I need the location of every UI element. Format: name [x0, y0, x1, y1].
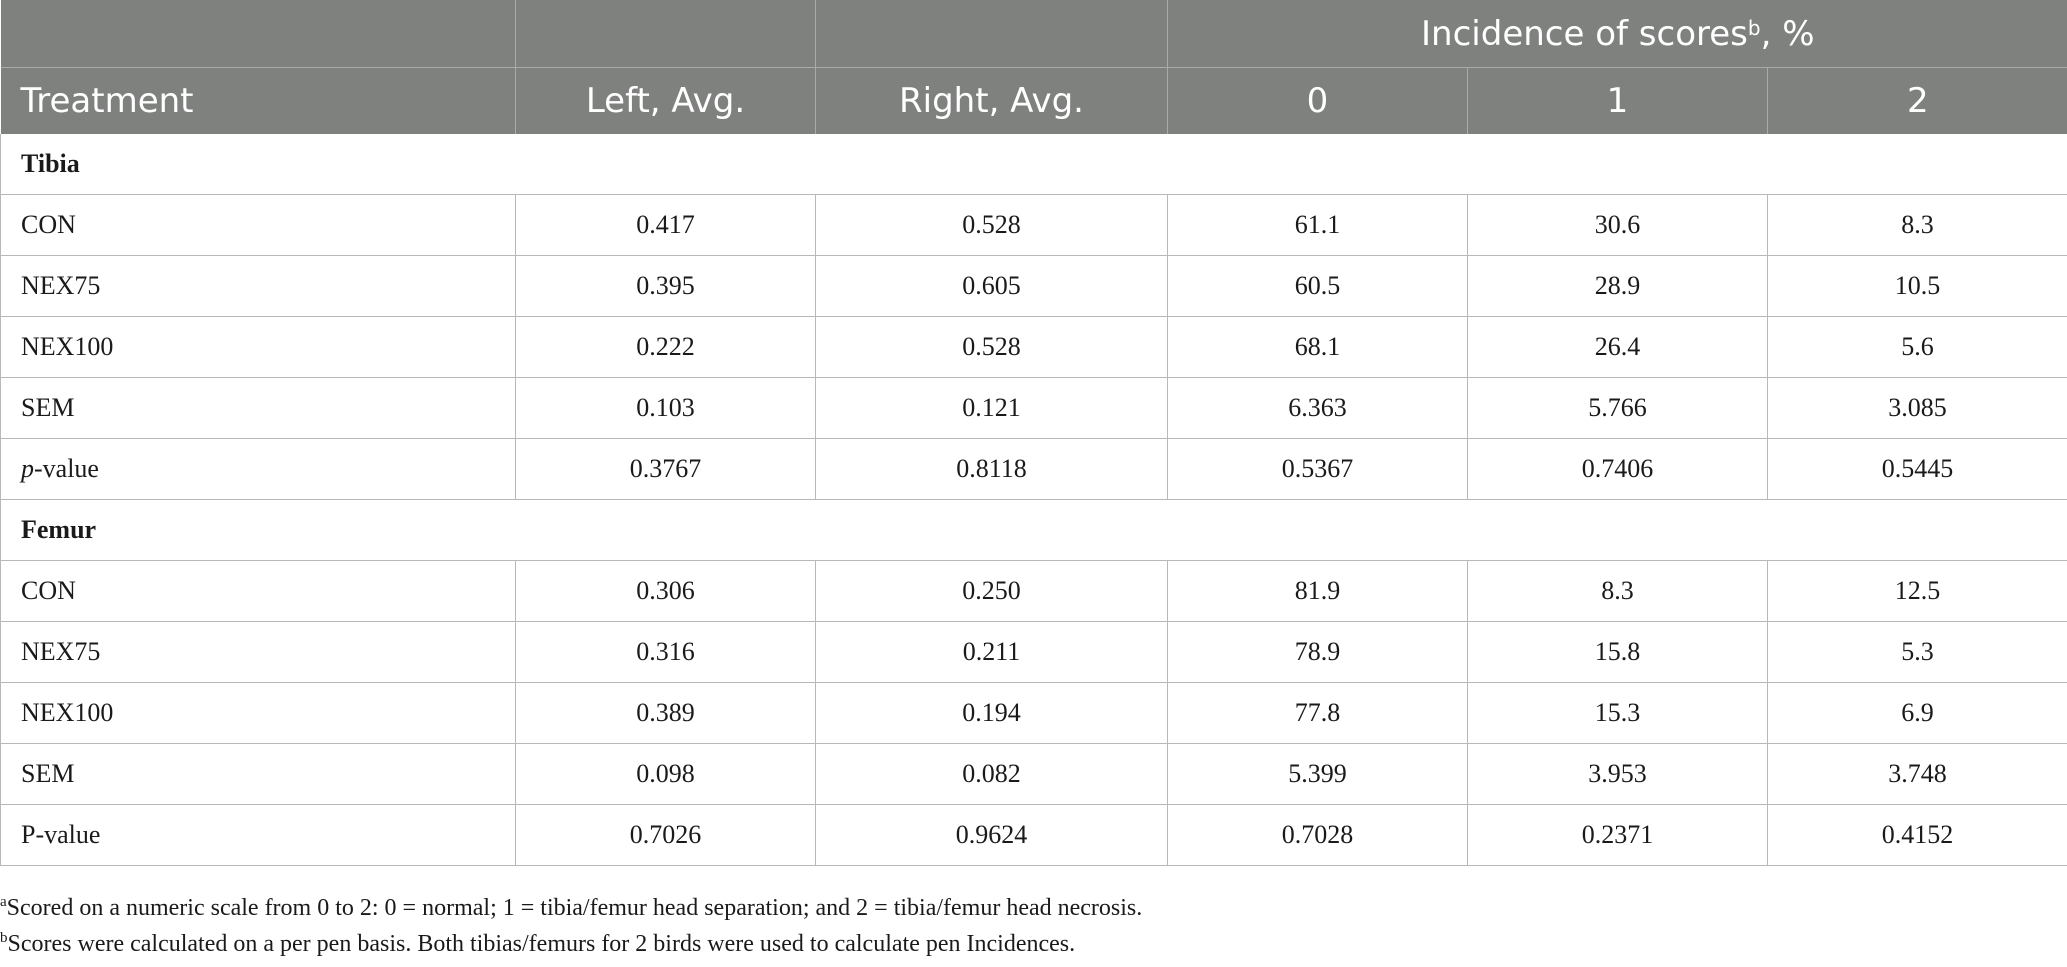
- cell-left-avg: 0.306: [516, 561, 816, 622]
- table-row: [1, 317, 2067, 378]
- cell-right-avg: 0.121: [816, 378, 1168, 439]
- cell-score-1: 5.766: [1468, 378, 1768, 439]
- table-row: [1, 561, 2067, 622]
- cell-score-0: 77.8: [1168, 683, 1468, 744]
- header-row-group: [1, 0, 2067, 68]
- column-header-treatment: Treatment: [1, 68, 516, 135]
- cell-score-2: 3.748: [1768, 744, 2067, 805]
- row-label: P-value: [1, 805, 516, 866]
- cell-right-avg: 0.8118: [816, 439, 1168, 500]
- column-header-score-2: 2: [1768, 68, 2067, 135]
- header-empty-cell: [1, 0, 516, 68]
- incidence-group-header: [1168, 0, 2067, 68]
- cell-score-0: 6.363: [1168, 378, 1468, 439]
- footnote-text: Scores were calculated on a per pen basis. Both tibias/femurs for 2 birds were used to calculate pen Incidences.: [7, 931, 1076, 957]
- row-label: NEX75: [1, 622, 516, 683]
- cell-right-avg: 0.250: [816, 561, 1168, 622]
- table-row: [1, 805, 2067, 866]
- table-row: [1, 256, 2067, 317]
- footnote-text: Scored on a numeric scale from 0 to 2: 0 = normal; 1 = tibia/femur head separation; and 2 = tibia/femur head necrosis.: [6, 895, 1143, 921]
- p-italic: p: [21, 454, 34, 483]
- cell-score-0: 0.7028: [1168, 805, 1468, 866]
- cell-left-avg: 0.098: [516, 744, 816, 805]
- cell-left-avg: 0.316: [516, 622, 816, 683]
- row-label: NEX100: [1, 317, 516, 378]
- cell-score-2: 0.5445: [1768, 439, 2067, 500]
- cell-score-1: 30.6: [1468, 195, 1768, 256]
- cell-score-2: 5.6: [1768, 317, 2067, 378]
- table-row: [1, 378, 2067, 439]
- column-header-right-avg: Right, Avg.: [816, 68, 1168, 135]
- cell-right-avg: 0.194: [816, 683, 1168, 744]
- cell-score-1: 8.3: [1468, 561, 1768, 622]
- cell-score-2: 5.3: [1768, 622, 2067, 683]
- cell-right-avg: 0.528: [816, 317, 1168, 378]
- footnote-mark: a: [0, 894, 7, 910]
- section-row: [1, 134, 2067, 195]
- cell-left-avg: 0.389: [516, 683, 816, 744]
- column-header-score-1: 1: [1468, 68, 1768, 135]
- cell-score-2: 10.5: [1768, 256, 2067, 317]
- table-row: [1, 622, 2067, 683]
- section-title-femur: Femur: [1, 500, 2067, 561]
- column-header-score-0: 0: [1168, 68, 1468, 135]
- footnotes: [0, 890, 1142, 962]
- cell-right-avg: 0.9624: [816, 805, 1168, 866]
- p-value-suffix: -value: [34, 454, 99, 483]
- cell-score-0: 60.5: [1168, 256, 1468, 317]
- cell-score-1: 28.9: [1468, 256, 1768, 317]
- section-title-tibia: Tibia: [1, 134, 2067, 195]
- cell-score-0: 61.1: [1168, 195, 1468, 256]
- cell-left-avg: 0.3767: [516, 439, 816, 500]
- cell-score-1: 0.2371: [1468, 805, 1768, 866]
- cell-score-1: 15.8: [1468, 622, 1768, 683]
- table-body: [1, 134, 2067, 866]
- footnote-a: [0, 890, 1142, 926]
- cell-right-avg: 0.211: [816, 622, 1168, 683]
- cell-left-avg: 0.7026: [516, 805, 816, 866]
- row-label-p-value: [1, 439, 516, 500]
- row-label: NEX75: [1, 256, 516, 317]
- cell-left-avg: 0.103: [516, 378, 816, 439]
- section-row: [1, 500, 2067, 561]
- cell-score-1: 3.953: [1468, 744, 1768, 805]
- cell-score-2: 8.3: [1768, 195, 2067, 256]
- row-label: SEM: [1, 744, 516, 805]
- cell-score-1: 26.4: [1468, 317, 1768, 378]
- row-label: CON: [1, 195, 516, 256]
- cell-score-2: 12.5: [1768, 561, 2067, 622]
- cell-left-avg: 0.222: [516, 317, 816, 378]
- cell-right-avg: 0.605: [816, 256, 1168, 317]
- cell-score-0: 68.1: [1168, 317, 1468, 378]
- row-label: CON: [1, 561, 516, 622]
- table-row: [1, 683, 2067, 744]
- footnote-mark: b: [0, 930, 8, 946]
- footnote-b: [0, 926, 1142, 962]
- cell-score-1: 0.7406: [1468, 439, 1768, 500]
- cell-score-0: 5.399: [1168, 744, 1468, 805]
- table-header: [1, 0, 2067, 134]
- cell-score-2: 3.085: [1768, 378, 2067, 439]
- column-header-left-avg: Left, Avg.: [516, 68, 816, 135]
- incidence-group-suffix: , %: [1760, 13, 1815, 54]
- cell-right-avg: 0.082: [816, 744, 1168, 805]
- cell-left-avg: 0.417: [516, 195, 816, 256]
- header-empty-cell: [516, 0, 816, 68]
- row-label: SEM: [1, 378, 516, 439]
- header-empty-cell: [816, 0, 1168, 68]
- cell-left-avg: 0.395: [516, 256, 816, 317]
- cell-score-1: 15.3: [1468, 683, 1768, 744]
- header-row-columns: [1, 68, 2067, 135]
- table-row: [1, 439, 2067, 500]
- cell-right-avg: 0.528: [816, 195, 1168, 256]
- row-label: NEX100: [1, 683, 516, 744]
- cell-score-0: 78.9: [1168, 622, 1468, 683]
- cell-score-2: 0.4152: [1768, 805, 2067, 866]
- incidence-group-label: Incidence of scores: [1421, 13, 1748, 54]
- cell-score-2: 6.9: [1768, 683, 2067, 744]
- table-row: [1, 195, 2067, 256]
- table-row: [1, 744, 2067, 805]
- cell-score-0: 0.5367: [1168, 439, 1468, 500]
- footnote-mark-b: b: [1747, 15, 1761, 40]
- cell-score-0: 81.9: [1168, 561, 1468, 622]
